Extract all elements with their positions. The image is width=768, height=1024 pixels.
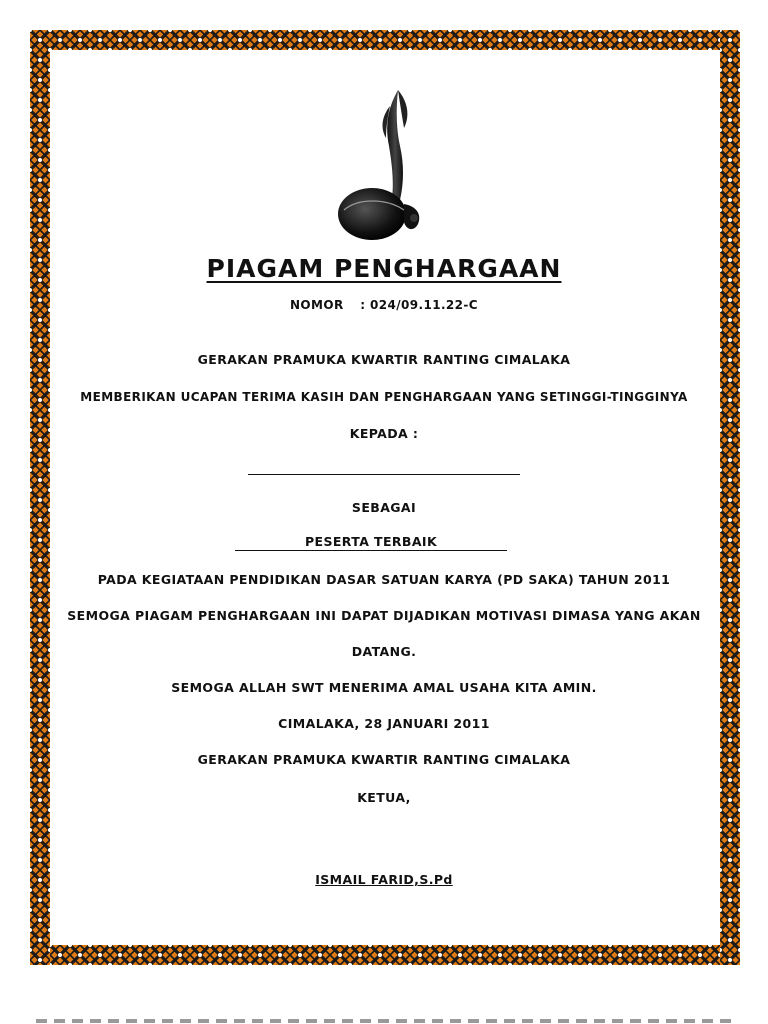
nomor-row (50, 298, 718, 312)
page-break-dashes (36, 1018, 736, 1024)
certificate-content (50, 50, 718, 945)
signer-name-text: ISMAIL FARID,S.Pd (315, 872, 453, 887)
message-line: MEMBERIKAN UCAPAN TERIMA KASIH DAN PENGHARGAAN YANG SETINGGI-TINGGINYA (80, 390, 688, 404)
position-label: KETUA, (357, 790, 411, 805)
certificate-title (50, 254, 718, 283)
place-date: CIMALAKA, 28 JANUARI 2011 (278, 716, 490, 731)
certificate-title-text: PIAGAM PENGHARGAAN (206, 254, 562, 283)
pramuka-emblem-icon (334, 86, 434, 246)
border-top-pattern (30, 30, 740, 50)
motivation-line-1: SEMOGA PIAGAM PENGHARGAAN INI DAPAT DIJADIKAN MOTIVASI DIMASA YANG AKAN (67, 608, 701, 623)
predicate-text: PESERTA TERBAIK (235, 534, 507, 551)
issuer-signature-line: GERAKAN PRAMUKA KWARTIR RANTING CIMALAKA (197, 752, 571, 767)
issuer-line: GERAKAN PRAMUKA KWARTIR RANTING CIMALAKA (197, 352, 571, 367)
border-right-pattern (720, 30, 740, 965)
nomor-value: : 024/09.11.22-C (360, 298, 479, 312)
kepada-label: KEPADA : (349, 426, 419, 441)
motivation-line-2: DATANG. (351, 644, 417, 659)
border-left-pattern (30, 30, 50, 965)
prayer-line: SEMOGA ALLAH SWT MENERIMA AMAL USAHA KITA AMIN. (171, 680, 597, 695)
activity-line: PADA KEGIATAAN PENDIDIKAN DASAR SATUAN KARYA (PD SAKA) TAHUN 2011 (97, 572, 671, 587)
signer-name (50, 872, 718, 887)
recipient-name-line (248, 474, 520, 475)
border-bottom-pattern (30, 945, 740, 965)
nomor-label: NOMOR (289, 298, 344, 312)
sebagai-label: SEBAGAI (351, 500, 417, 515)
